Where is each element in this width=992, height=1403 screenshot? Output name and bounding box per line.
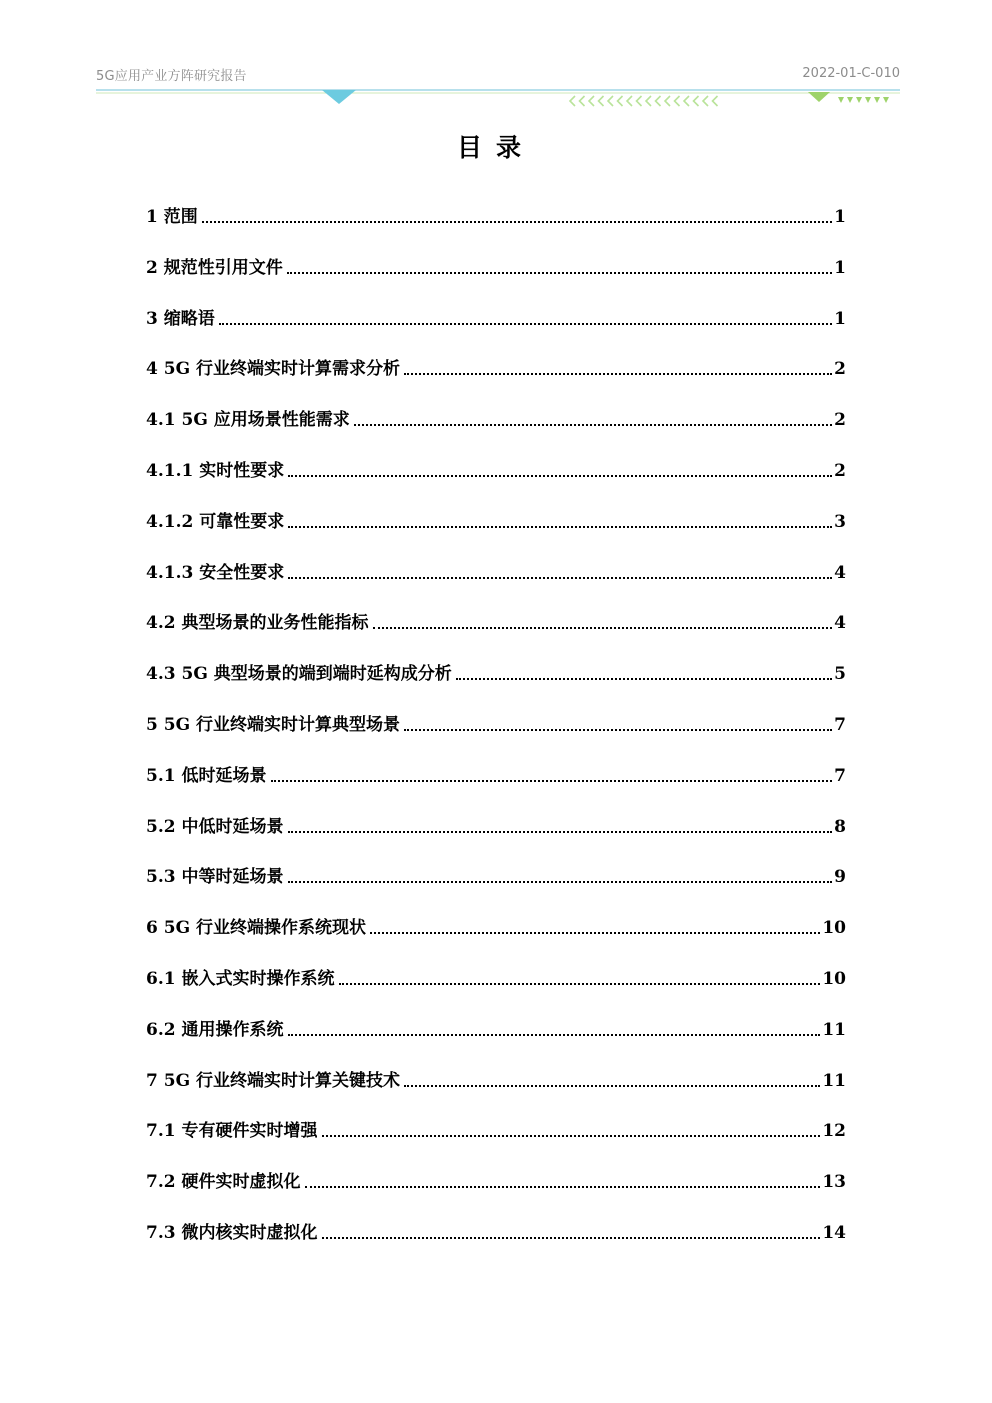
toc-entry-page: 1 [834, 207, 846, 227]
toc-entry[interactable] [146, 403, 846, 454]
chevron-icon [646, 96, 651, 106]
toc-entry[interactable] [146, 759, 846, 810]
chevron-icon [618, 96, 623, 106]
toc-entry-page: 10 [822, 968, 846, 989]
toc-dot-leader [404, 353, 832, 375]
toc-entry[interactable] [146, 1216, 846, 1267]
arrow-marker-icon [883, 97, 889, 103]
arrow-marker-icon [865, 97, 871, 103]
chevron-icon [627, 96, 632, 106]
toc-dot-leader [288, 455, 832, 477]
chevron-icon [580, 96, 585, 106]
toc-entry[interactable] [146, 1165, 846, 1216]
toc-entry[interactable] [146, 251, 846, 302]
toc-dot-leader [219, 303, 832, 325]
header-chevrons-right [838, 97, 889, 103]
toc-entry[interactable] [146, 454, 846, 505]
arrow-marker-icon [874, 97, 880, 103]
chevron-icon [608, 96, 613, 106]
toc-entry[interactable] [146, 606, 846, 657]
arrow-marker-icon [838, 97, 844, 103]
toc-entry-label: 4.1.2 可靠性要求 [146, 511, 285, 532]
toc-entry-label: 2 规范性引用文件 [146, 257, 283, 278]
toc-entry-label: 6 5G 行业终端操作系统现状 [146, 918, 367, 939]
toc-entry[interactable] [146, 1114, 846, 1165]
toc-entry[interactable] [146, 657, 846, 708]
toc-entry-page: 7 [834, 714, 846, 735]
toc-entry-page: 12 [822, 1121, 846, 1142]
toc-entry[interactable] [146, 810, 846, 861]
header-chevrons-left [570, 96, 718, 106]
toc-dot-leader [373, 607, 833, 629]
chevron-icon [599, 96, 604, 106]
toc-entry-label: 5.3 中等时延场景 [146, 867, 284, 888]
toc-entry-label: 4.1 5G 应用场景性能需求 [146, 410, 350, 431]
toc-entry-page: 11 [822, 1070, 846, 1091]
toc-entry-label: 7.1 专有硬件实时增强 [146, 1121, 318, 1142]
toc-entry[interactable] [146, 860, 846, 911]
toc-entry-page: 2 [834, 460, 846, 481]
toc-dot-leader [288, 861, 833, 883]
header-triangle-green [808, 92, 830, 102]
table-of-contents [146, 200, 846, 1267]
chevron-icon [665, 96, 670, 106]
toc-dot-leader [404, 1065, 820, 1087]
toc-entry[interactable] [146, 911, 846, 962]
toc-entry-label: 4 5G 行业终端实时计算需求分析 [146, 359, 401, 380]
document-number: 2022-01-C-010 [802, 66, 900, 81]
toc-entry-label: 4.3 5G 典型场景的端到端时延构成分析 [146, 664, 452, 685]
toc-entry-page: 2 [834, 410, 846, 431]
arrow-marker-icon [856, 97, 862, 103]
toc-entry-label: 5.2 中低时延场景 [146, 816, 284, 837]
chevron-icon [675, 96, 680, 106]
toc-dot-leader [288, 1014, 821, 1036]
toc-entry-page: 1 [834, 308, 846, 329]
toc-entry[interactable] [146, 556, 846, 607]
toc-dot-leader [202, 201, 832, 223]
toc-entry[interactable] [146, 200, 846, 251]
toc-entry-page: 14 [822, 1222, 846, 1243]
toc-entry-label: 4.2 典型场景的业务性能指标 [146, 613, 369, 634]
chevron-icon [637, 96, 642, 106]
page-title: 目录 [456, 133, 535, 162]
chevron-icon [570, 96, 575, 106]
toc-entry-label: 6.2 通用操作系统 [146, 1019, 284, 1040]
report-title: 5G应用产业方阵研究报告 [96, 69, 247, 84]
toc-entry-page: 2 [834, 359, 846, 380]
chevron-icon [713, 96, 718, 106]
arrow-marker-icon [847, 97, 853, 103]
chevron-icon [684, 96, 689, 106]
toc-dot-leader [288, 811, 833, 833]
toc-entry-label: 7.2 硬件实时虚拟化 [146, 1172, 301, 1193]
toc-entry-label: 6.1 嵌入式实时操作系统 [146, 968, 335, 989]
toc-dot-leader [404, 709, 832, 731]
toc-entry-page: 9 [834, 867, 846, 888]
toc-entry-label: 1 范围 [146, 207, 198, 227]
toc-entry-label: 5 5G 行业终端实时计算典型场景 [146, 714, 401, 735]
toc-entry-page: 8 [834, 816, 846, 837]
toc-dot-leader [287, 252, 832, 274]
toc-entry-page: 4 [834, 613, 846, 634]
toc-entry-page: 3 [834, 511, 846, 532]
toc-dot-leader [354, 404, 832, 426]
chevron-icon [703, 96, 708, 106]
toc-entry[interactable] [146, 302, 846, 353]
toc-entry-page: 5 [834, 664, 846, 685]
toc-dot-leader [288, 557, 832, 579]
toc-entry-label: 7.3 微内核实时虚拟化 [146, 1222, 318, 1243]
toc-entry-page: 10 [822, 918, 846, 939]
toc-entry-page: 1 [834, 257, 846, 278]
toc-entry[interactable] [146, 505, 846, 556]
toc-entry[interactable] [146, 1064, 846, 1115]
toc-entry-page: 13 [822, 1172, 846, 1193]
toc-entry[interactable] [146, 1013, 846, 1064]
chevron-icon [694, 96, 699, 106]
toc-dot-leader [339, 963, 821, 985]
toc-entry-page: 4 [834, 562, 846, 583]
toc-entry-label: 4.1.3 安全性要求 [146, 562, 285, 583]
toc-dot-leader [271, 760, 833, 782]
toc-dot-leader [370, 912, 820, 934]
toc-entry-page: 7 [834, 765, 846, 786]
toc-entry[interactable] [146, 708, 846, 759]
toc-entry-label: 5.1 低时延场景 [146, 765, 267, 786]
chevron-icon [656, 96, 661, 106]
chevron-icon [589, 96, 594, 106]
toc-entry-label: 4.1.1 实时性要求 [146, 460, 285, 481]
toc-dot-leader [305, 1166, 821, 1188]
toc-dot-leader [322, 1217, 821, 1239]
toc-dot-leader [456, 658, 832, 680]
toc-entry-label: 7 5G 行业终端实时计算关键技术 [146, 1070, 401, 1091]
toc-entry[interactable] [146, 352, 846, 403]
toc-dot-leader [322, 1115, 821, 1137]
toc-entry-page: 11 [822, 1019, 846, 1040]
page-header [0, 0, 992, 112]
header-decoration [0, 0, 992, 112]
header-triangle-blue [322, 90, 356, 104]
toc-entry-label: 3 缩略语 [146, 308, 215, 329]
toc-dot-leader [288, 506, 832, 528]
toc-entry[interactable] [146, 962, 846, 1013]
